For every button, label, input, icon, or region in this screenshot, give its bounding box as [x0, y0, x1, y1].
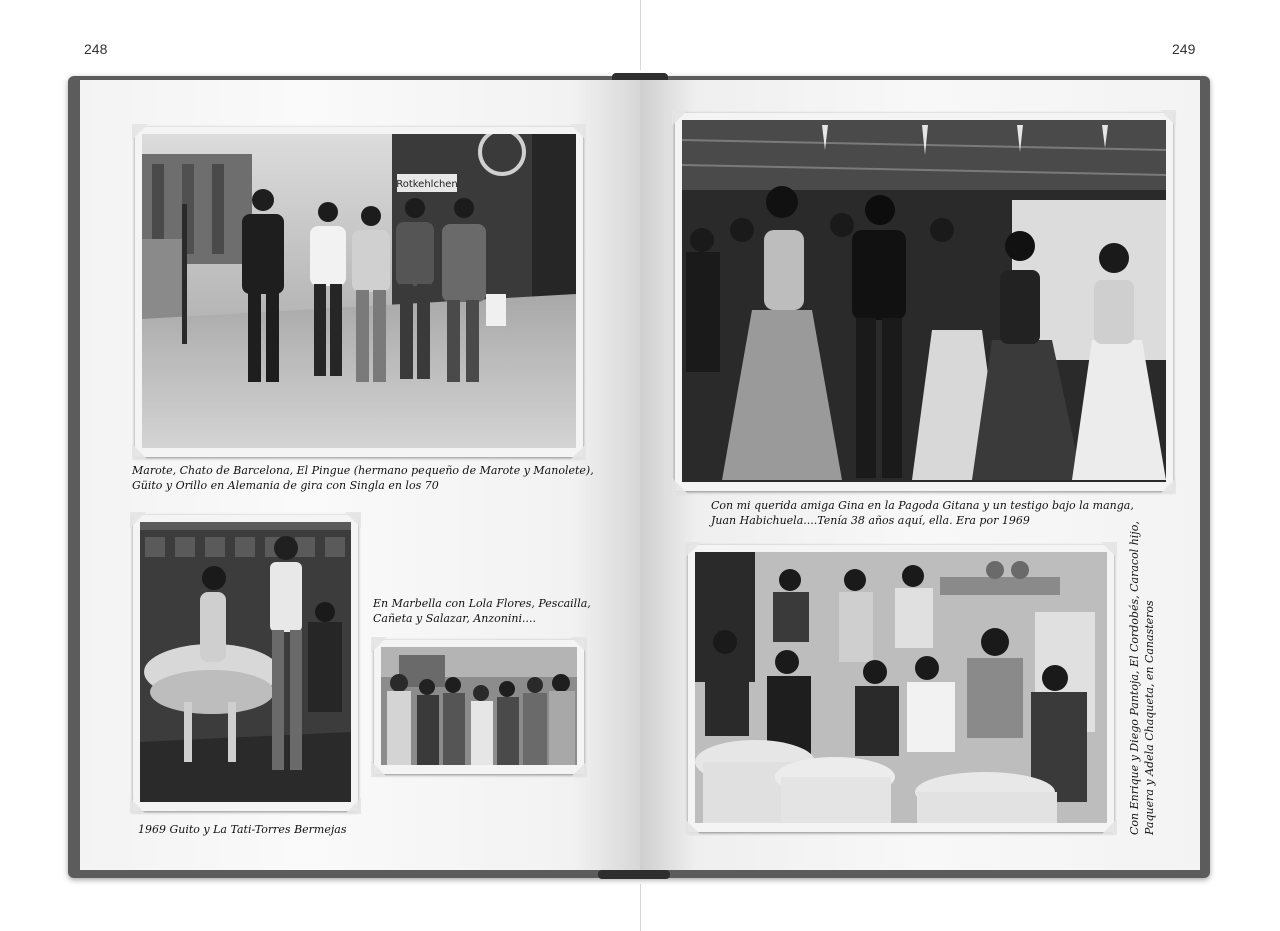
- caption-line: Marote, Chato de Barcelona, El Pingue (hermano pequeño de Marote y Manolete),: [132, 464, 594, 477]
- caption-line: Con mi querida amiga Gina en la Pagoda Gitana y un testigo bajo la manga,: [711, 499, 1134, 512]
- caption-line: Güito y Orillo en Alemania de gira con Singla en los 70: [132, 479, 439, 492]
- bookmark-tab-bottom: [598, 870, 670, 879]
- guito-tati-scene: [140, 522, 351, 802]
- caption-line: Paquera y Adela Chaqueta, en Canasteros: [1143, 600, 1156, 835]
- caption-line: Juan Habichuela....Tenía 38 años aquí, ella. Era por 1969: [711, 514, 1030, 527]
- caption-street-walk: [132, 463, 592, 493]
- gutter-guide-bottom: [640, 884, 641, 931]
- caption-line: 1969 Guito y La Tati-Torres Bermejas: [138, 823, 347, 836]
- caption-pagoda-gitana: [711, 498, 1151, 528]
- caption-canasteros: [1127, 521, 1157, 835]
- caption-guito-tati: [138, 822, 378, 837]
- photo-marbella-image: [381, 647, 577, 765]
- photo-canasteros-image: [695, 552, 1107, 823]
- photo-canasteros: [688, 545, 1114, 832]
- shop-sign-text: Rotkehlchen: [396, 179, 458, 190]
- photo-guito-tati-image: [140, 522, 351, 802]
- pagoda-gitana-scene: [682, 120, 1166, 482]
- caption-marbella: [373, 596, 593, 626]
- street-walk-scene: [142, 134, 576, 448]
- caption-line: En Marbella con Lola Flores, Pescailla,: [373, 597, 591, 610]
- gutter-guide-top: [640, 0, 641, 70]
- caption-line: Cañeta y Salazar, Anzonini....: [373, 612, 536, 625]
- photo-pagoda-gitana: [675, 113, 1173, 491]
- photo-pagoda-gitana-image: [682, 120, 1166, 482]
- canasteros-scene: [695, 552, 1107, 823]
- page-number-right: 249: [1172, 41, 1196, 57]
- photo-street-walk-image: [142, 134, 576, 448]
- photo-guito-tati: [133, 515, 358, 811]
- photo-street-walk: [135, 127, 583, 457]
- caption-line: Con Enrique y Diego Pantoja, El Cordobés, Caracol hijo,: [1128, 521, 1141, 835]
- page-number-left: 248: [84, 41, 108, 57]
- photo-marbella: [374, 640, 584, 774]
- marbella-scene: [381, 647, 577, 765]
